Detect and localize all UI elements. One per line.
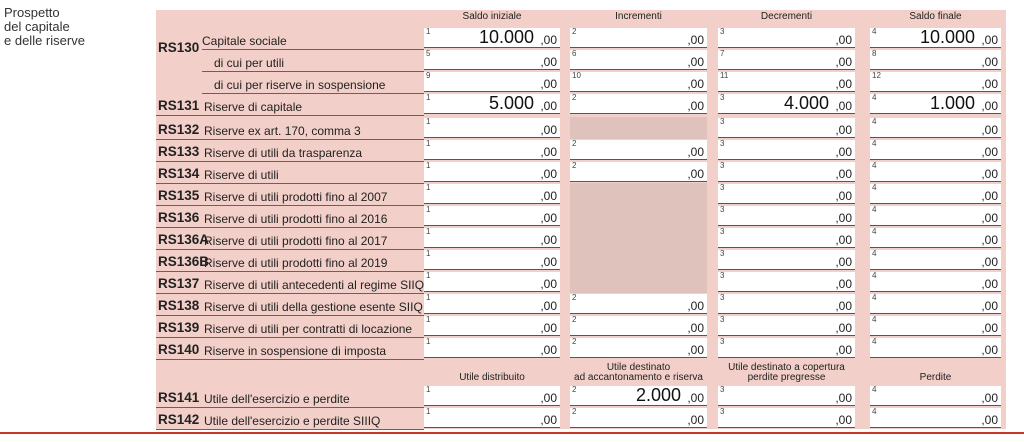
- field-number: 3: [720, 315, 725, 324]
- section-title-line: del capitale: [4, 19, 70, 34]
- decimal-suffix: ,00: [835, 167, 852, 181]
- amount-field[interactable]: [570, 386, 707, 406]
- decimal-suffix: ,00: [981, 145, 998, 159]
- row-label: Riserve di utili da trasparenza: [204, 146, 363, 160]
- field-number: 4: [872, 337, 877, 346]
- amount-field[interactable]: [718, 162, 855, 182]
- amount-field[interactable]: [718, 294, 855, 314]
- field-number: 2: [572, 407, 577, 416]
- field-number: 1: [426, 139, 431, 148]
- field-number: 3: [720, 249, 725, 258]
- field-number: 3: [720, 139, 725, 148]
- field-number: 4: [872, 161, 877, 170]
- section-title: [4, 6, 154, 48]
- decimal-suffix: ,00: [981, 77, 998, 91]
- decimal-suffix: ,00: [835, 55, 852, 69]
- decimal-suffix: ,00: [540, 55, 557, 69]
- amount-field[interactable]: [424, 316, 560, 336]
- amount-field[interactable]: [570, 50, 707, 70]
- row-label: Riserve di utili antecedenti al regime SIIQ: [204, 278, 425, 292]
- field-number: 1: [426, 337, 431, 346]
- decimal-suffix: ,00: [981, 99, 998, 113]
- amount-field[interactable]: [424, 294, 560, 314]
- disabled-cell: [570, 117, 707, 139]
- row-rule: [156, 139, 424, 140]
- field-number: 4: [872, 93, 877, 102]
- row-rule: [156, 407, 424, 408]
- row-label: Riserve di utili prodotti fino al 2019: [204, 256, 388, 270]
- field-number: 4: [872, 249, 877, 258]
- amount-field[interactable]: [424, 72, 560, 92]
- amount-field[interactable]: [424, 206, 560, 226]
- column-header: Utile distribuito: [459, 372, 525, 383]
- amount-field[interactable]: [570, 162, 707, 182]
- bottom-divider: [0, 432, 1024, 434]
- row-rule: [156, 429, 424, 430]
- decimal-suffix: ,00: [981, 413, 998, 427]
- decimal-suffix: ,00: [687, 391, 704, 405]
- disabled-cell: [570, 227, 707, 249]
- amount-field[interactable]: [570, 316, 707, 336]
- column-header: Perdite: [919, 372, 952, 383]
- decimal-suffix: ,00: [835, 77, 852, 91]
- field-number: 4: [872, 385, 877, 394]
- amount-field[interactable]: [718, 50, 855, 70]
- row-code: RS142: [158, 412, 200, 427]
- amount-field[interactable]: [870, 272, 1001, 292]
- decimal-suffix: ,00: [687, 55, 704, 69]
- row-label: di cui per riserve in sospensione: [214, 78, 386, 92]
- column-header: Utile destinato a copertura: [728, 362, 845, 373]
- row-label: di cui per utili: [214, 56, 285, 70]
- section-title-line: Prospetto: [4, 5, 60, 20]
- field-value: 5.000: [488, 93, 534, 113]
- amount-field[interactable]: [570, 338, 707, 358]
- row-label: Riserve di utili prodotti fino al 2017: [204, 234, 388, 248]
- field-number: 7: [720, 49, 725, 58]
- decimal-suffix: ,00: [835, 299, 852, 313]
- decimal-suffix: ,00: [687, 321, 704, 335]
- field-number: 2: [572, 93, 577, 102]
- decimal-suffix: ,00: [835, 255, 852, 269]
- field-number: 4: [872, 227, 877, 236]
- row-label: Riserve di capitale: [204, 100, 303, 114]
- row-label: Utile dell'esercizio e perdite: [204, 392, 350, 406]
- amount-field[interactable]: [870, 386, 1001, 406]
- decimal-suffix: ,00: [540, 123, 557, 137]
- field-value: 10.000: [919, 27, 975, 47]
- decimal-suffix: ,00: [981, 277, 998, 291]
- row-label: Riserve di utili prodotti fino al 2016: [204, 212, 388, 226]
- amount-field[interactable]: [870, 162, 1001, 182]
- field-number: 2: [572, 315, 577, 324]
- field-number: 1: [426, 315, 431, 324]
- decimal-suffix: ,00: [981, 33, 998, 47]
- row-rule: [156, 115, 424, 116]
- decimal-suffix: ,00: [981, 167, 998, 181]
- amount-field[interactable]: [424, 50, 560, 70]
- row-code: RS136A: [158, 232, 210, 247]
- field-number: 1: [426, 385, 431, 394]
- amount-field[interactable]: [424, 140, 560, 160]
- column-header: Decrementi: [760, 11, 813, 22]
- column-header: Saldo finale: [909, 11, 962, 22]
- row-rule: [156, 293, 424, 294]
- decimal-suffix: ,00: [540, 211, 557, 225]
- field-number: 1: [426, 27, 431, 36]
- field-number: 4: [872, 27, 877, 36]
- column-header: ad accantonamento e riserva: [574, 372, 703, 383]
- field-number: 2: [572, 293, 577, 302]
- decimal-suffix: ,00: [540, 391, 557, 405]
- field-number: 1: [426, 93, 431, 102]
- decimal-suffix: ,00: [835, 145, 852, 159]
- decimal-suffix: ,00: [981, 233, 998, 247]
- field-number: 4: [872, 117, 877, 126]
- row-code: RS133: [158, 144, 200, 159]
- field-value: 1.000: [929, 93, 975, 113]
- field-number: 3: [720, 205, 725, 214]
- field-number: 4: [872, 407, 877, 416]
- decimal-suffix: ,00: [981, 255, 998, 269]
- amount-field[interactable]: [718, 316, 855, 336]
- row-rule: [156, 359, 424, 360]
- field-number: 3: [720, 337, 725, 346]
- field-number: 2: [572, 385, 577, 394]
- row-code: RS141: [158, 390, 200, 405]
- amount-field[interactable]: [718, 228, 855, 248]
- amount-field[interactable]: [718, 206, 855, 226]
- amount-field[interactable]: [870, 294, 1001, 314]
- decimal-suffix: ,00: [540, 413, 557, 427]
- decimal-suffix: ,00: [835, 189, 852, 203]
- amount-field[interactable]: [718, 338, 855, 358]
- decimal-suffix: ,00: [540, 145, 557, 159]
- amount-field[interactable]: [718, 118, 855, 138]
- amount-field[interactable]: [424, 162, 560, 182]
- amount-field[interactable]: [870, 250, 1001, 270]
- field-number: 4: [872, 139, 877, 148]
- row-rule: [202, 71, 424, 72]
- column-header: Incrementi: [615, 11, 662, 22]
- amount-field[interactable]: [424, 228, 560, 248]
- decimal-suffix: ,00: [835, 233, 852, 247]
- field-number: 4: [872, 183, 877, 192]
- decimal-suffix: ,00: [687, 99, 704, 113]
- field-number: 3: [720, 93, 725, 102]
- amount-field[interactable]: [424, 250, 560, 270]
- row-code: RS132: [158, 122, 200, 137]
- decimal-suffix: ,00: [981, 343, 998, 357]
- disabled-cell: [570, 205, 707, 227]
- decimal-suffix: ,00: [540, 321, 557, 335]
- decimal-suffix: ,00: [687, 77, 704, 91]
- amount-field[interactable]: [424, 94, 560, 114]
- decimal-suffix: ,00: [981, 123, 998, 137]
- field-value: 4.000: [783, 93, 829, 113]
- amount-field[interactable]: [870, 408, 1001, 428]
- row-label: Riserve di utili della gestione esente SIIQ: [204, 300, 423, 314]
- decimal-suffix: ,00: [687, 299, 704, 313]
- field-number: 2: [572, 139, 577, 148]
- decimal-suffix: ,00: [540, 233, 557, 247]
- amount-field[interactable]: [424, 338, 560, 358]
- amount-field[interactable]: [424, 28, 560, 48]
- decimal-suffix: ,00: [981, 211, 998, 225]
- amount-field[interactable]: [570, 408, 707, 428]
- decimal-suffix: ,00: [540, 277, 557, 291]
- decimal-suffix: ,00: [835, 321, 852, 335]
- field-number: 2: [572, 337, 577, 346]
- decimal-suffix: ,00: [835, 391, 852, 405]
- decimal-suffix: ,00: [540, 343, 557, 357]
- decimal-suffix: ,00: [835, 211, 852, 225]
- disabled-cell: [570, 271, 707, 293]
- field-value: 10.000: [478, 27, 534, 47]
- amount-field[interactable]: [870, 28, 1001, 48]
- amount-field[interactable]: [570, 28, 707, 48]
- field-number: 6: [572, 49, 577, 58]
- row-code: RS135: [158, 188, 200, 203]
- amount-field[interactable]: [570, 294, 707, 314]
- row-label: Riserve di utili prodotti fino al 2007: [204, 190, 388, 204]
- field-number: 3: [720, 183, 725, 192]
- row-code: RS130: [158, 40, 200, 55]
- row-rule: [156, 315, 424, 316]
- amount-field[interactable]: [424, 408, 560, 428]
- decimal-suffix: ,00: [687, 33, 704, 47]
- field-number: 1: [426, 227, 431, 236]
- amount-field[interactable]: [424, 386, 560, 406]
- row-rule: [156, 249, 424, 250]
- field-number: 3: [720, 117, 725, 126]
- field-number: 4: [872, 293, 877, 302]
- amount-field[interactable]: [870, 94, 1001, 114]
- row-label: Riserve di utili per contratti di locazione: [204, 322, 413, 336]
- decimal-suffix: ,00: [540, 189, 557, 203]
- row-rule: [156, 337, 424, 338]
- row-rule: [156, 227, 424, 228]
- field-number: 4: [872, 271, 877, 280]
- field-number: 1: [426, 249, 431, 258]
- decimal-suffix: ,00: [981, 299, 998, 313]
- row-rule: [202, 49, 424, 50]
- row-code: RS139: [158, 320, 200, 335]
- field-number: 5: [426, 49, 431, 58]
- decimal-suffix: ,00: [981, 55, 998, 69]
- amount-field[interactable]: [570, 94, 707, 114]
- decimal-suffix: ,00: [540, 255, 557, 269]
- amount-field[interactable]: [570, 72, 707, 92]
- decimal-suffix: ,00: [540, 99, 557, 113]
- column-header: perdite pregresse: [747, 372, 826, 383]
- field-number: 11: [720, 71, 729, 80]
- decimal-suffix: ,00: [835, 123, 852, 137]
- amount-field[interactable]: [870, 316, 1001, 336]
- disabled-cell: [570, 183, 707, 205]
- amount-field[interactable]: [870, 50, 1001, 70]
- decimal-suffix: ,00: [981, 321, 998, 335]
- field-number: 1: [426, 407, 431, 416]
- row-rule: [156, 161, 424, 162]
- amount-field[interactable]: [718, 28, 855, 48]
- field-number: 3: [720, 27, 725, 36]
- amount-field[interactable]: [718, 184, 855, 204]
- decimal-suffix: ,00: [687, 145, 704, 159]
- amount-field[interactable]: [718, 386, 855, 406]
- row-code: RS131: [158, 98, 200, 113]
- amount-field[interactable]: [718, 250, 855, 270]
- amount-field[interactable]: [718, 408, 855, 428]
- decimal-suffix: ,00: [540, 77, 557, 91]
- field-number: 1: [426, 117, 431, 126]
- field-number: 1: [426, 205, 431, 214]
- row-code: RS140: [158, 342, 200, 357]
- field-number: 3: [720, 407, 725, 416]
- row-rule: [156, 183, 424, 184]
- section-title-line: e delle riserve: [4, 33, 85, 48]
- field-value: 2.000: [635, 385, 681, 405]
- row-code: RS138: [158, 298, 200, 313]
- decimal-suffix: ,00: [687, 343, 704, 357]
- field-number: 1: [426, 271, 431, 280]
- row-label: Riserve in sospensione di imposta: [204, 344, 387, 358]
- field-number: 1: [426, 293, 431, 302]
- decimal-suffix: ,00: [687, 167, 704, 181]
- amount-field[interactable]: [870, 140, 1001, 160]
- field-number: 12: [872, 71, 881, 80]
- field-number: 10: [572, 71, 581, 80]
- row-code: RS136: [158, 210, 200, 225]
- field-number: 1: [426, 161, 431, 170]
- amount-field[interactable]: [870, 206, 1001, 226]
- field-number: 3: [720, 227, 725, 236]
- row-rule: [156, 271, 424, 272]
- amount-field[interactable]: [718, 72, 855, 92]
- row-label: Capitale sociale: [202, 34, 287, 48]
- amount-field[interactable]: [870, 338, 1001, 358]
- row-code: RS137: [158, 276, 200, 291]
- row-rule: [202, 93, 424, 94]
- field-number: 4: [872, 315, 877, 324]
- amount-field[interactable]: [870, 184, 1001, 204]
- decimal-suffix: ,00: [835, 413, 852, 427]
- amount-field[interactable]: [718, 272, 855, 292]
- amount-field[interactable]: [424, 118, 560, 138]
- decimal-suffix: ,00: [835, 343, 852, 357]
- row-label: Riserve di utili: [204, 168, 279, 182]
- amount-field[interactable]: [870, 72, 1001, 92]
- row-code: RS136B: [158, 254, 210, 269]
- field-number: 3: [720, 161, 725, 170]
- decimal-suffix: ,00: [835, 277, 852, 291]
- field-number: 1: [426, 183, 431, 192]
- decimal-suffix: ,00: [687, 413, 704, 427]
- field-number: 9: [426, 71, 431, 80]
- amount-field[interactable]: [718, 94, 855, 114]
- field-number: 2: [572, 161, 577, 170]
- amount-field[interactable]: [570, 140, 707, 160]
- row-label: Riserve ex art. 170, comma 3: [204, 124, 361, 138]
- decimal-suffix: ,00: [835, 33, 852, 47]
- column-header: Saldo iniziale: [462, 11, 522, 22]
- decimal-suffix: ,00: [981, 189, 998, 203]
- decimal-suffix: ,00: [835, 99, 852, 113]
- field-number: 4: [872, 205, 877, 214]
- column-header: Utile destinato: [606, 362, 671, 373]
- field-number: 3: [720, 385, 725, 394]
- row-label: Utile dell'esercizio e perdite SIIIQ: [204, 414, 381, 428]
- field-number: 3: [720, 271, 725, 280]
- field-number: 2: [572, 27, 577, 36]
- field-number: 3: [720, 293, 725, 302]
- decimal-suffix: ,00: [540, 299, 557, 313]
- row-rule: [156, 205, 424, 206]
- reserves-table: [156, 10, 1006, 429]
- decimal-suffix: ,00: [540, 33, 557, 47]
- amount-field[interactable]: [424, 184, 560, 204]
- decimal-suffix: ,00: [981, 391, 998, 405]
- row-code: RS134: [158, 166, 200, 181]
- field-number: 8: [872, 49, 877, 58]
- amount-field[interactable]: [870, 118, 1001, 138]
- decimal-suffix: ,00: [540, 167, 557, 181]
- amount-field[interactable]: [424, 272, 560, 292]
- disabled-cell: [570, 249, 707, 271]
- amount-field[interactable]: [870, 228, 1001, 248]
- amount-field[interactable]: [718, 140, 855, 160]
